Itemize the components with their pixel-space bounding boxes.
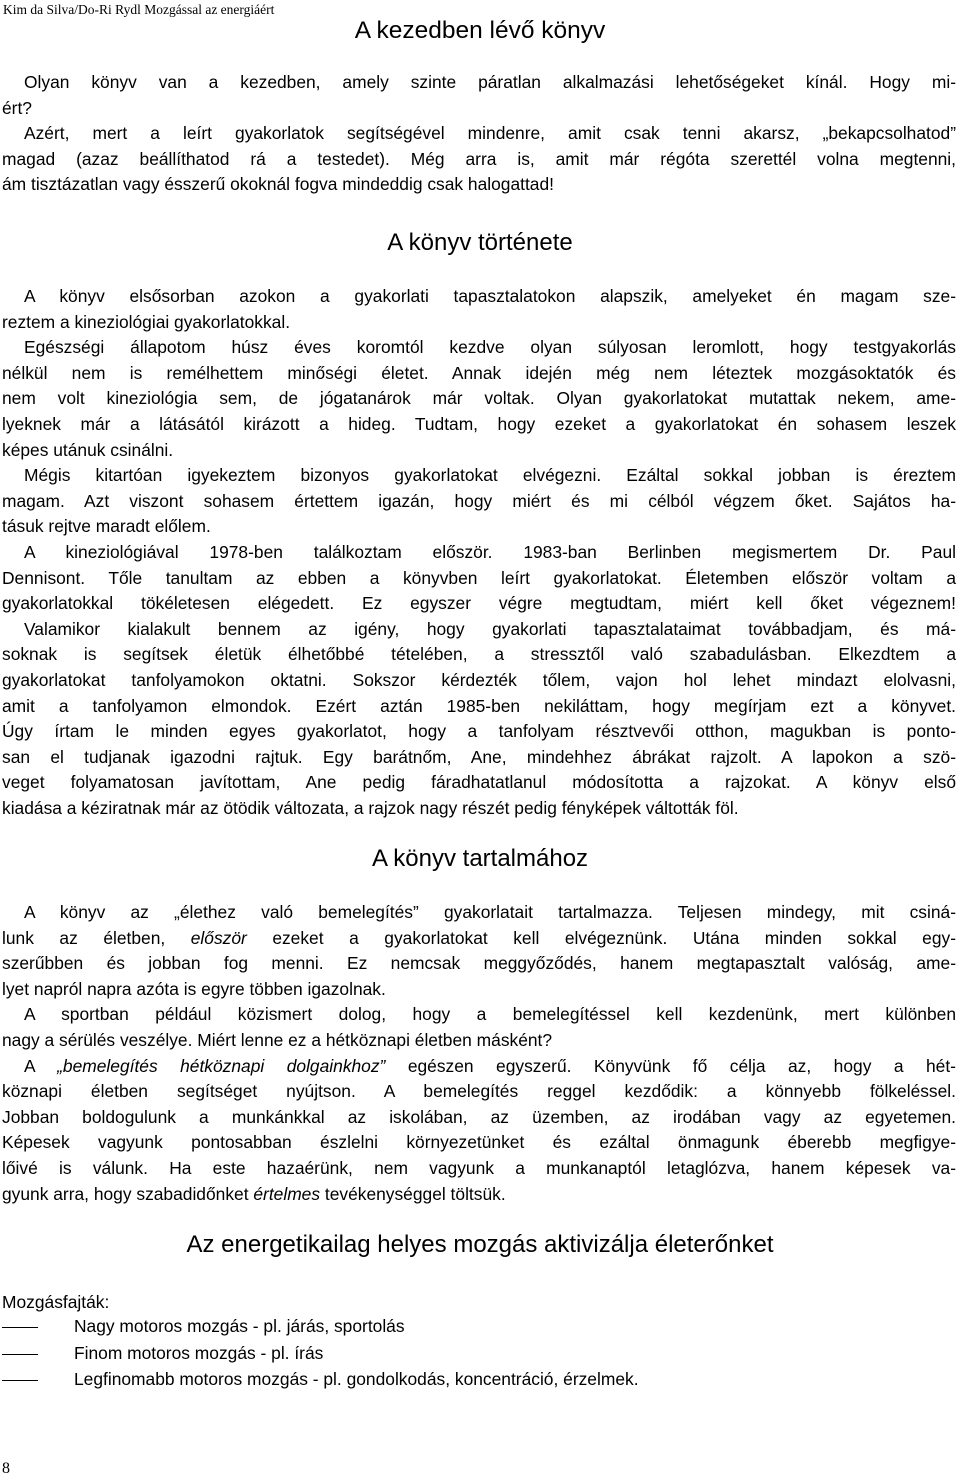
text-run: lunk az életben, xyxy=(2,927,191,948)
text-run: egészen egyszerű. Könyvünk fő célja az, hogy a hét- xyxy=(385,1055,956,1076)
text-line: Dennisont. Tőle tanultam az ebben a könyvben leírt gyakorlatokat. Életemben először voltam a xyxy=(2,567,956,588)
emphasis-run: „bemelegítés hétköznapi dolgainkhoz” xyxy=(57,1055,386,1076)
text-run: nagy a sérülés veszélye. Miért lenne ez a hétköznapi életben másként? xyxy=(2,1029,553,1050)
text-line: Olyan könyv van a kezedben, amely szinte páratlan alkalmazási lehetőségeket kínál. Hogy mi- xyxy=(24,72,956,92)
text-line xyxy=(2,951,956,977)
text-line xyxy=(2,926,956,952)
text-line: tásuk rejtve maradt előlem. xyxy=(2,516,211,537)
text-line: nélkül nem is remélhettem minőségi életet. Annak idején még nem léteztek mozgásoktatók és xyxy=(2,362,956,383)
text-line: lyeknek már a látásától kirázott a hideg. Tudtam, hogy ezeket a gyakorlatokat én sohasem leszek xyxy=(2,413,956,434)
page-number: 8 xyxy=(2,1460,10,1477)
text-line xyxy=(2,1002,956,1028)
text-line: Valamikor kialakult bennem az igény, hogy gyakorlati tapasztalataimat továbbadjam, és má- xyxy=(24,618,956,639)
list-item xyxy=(2,1367,956,1394)
text-run: Képesek vagyunk pontosabban észlelni környezetünket és ezáltal önmagunk éberebb megfigye- xyxy=(2,1132,956,1153)
list-item xyxy=(2,1341,956,1368)
list-label: Mozgásfajták: xyxy=(2,1292,110,1312)
list-item-text: Legfinomabb motoros mozgás - pl. gondolkodás, koncentráció, érzelmek. xyxy=(74,1369,639,1389)
section-tartalmahoz-text xyxy=(2,900,956,1207)
text-line: Úgy írtam le minden egyes gyakorlatot, hogy a tanfolyam résztvevői otthon, magukban is ponto- xyxy=(2,721,956,742)
list-item-text: Nagy motoros mozgás - pl. járás, sportolás xyxy=(74,1316,405,1336)
text-line xyxy=(2,1105,956,1131)
text-line xyxy=(2,1079,956,1105)
text-line xyxy=(2,900,956,926)
text-run: A könyv az „élethez való bemelegítés” gyakorlatait tartalmazza. Teljesen mindegy, mit csiná- xyxy=(24,902,956,922)
text-run: köznapi életben segítséget nyújtson. A bemelegítés reggel kezdődik: a könnyebb fölkeléssel. xyxy=(2,1081,956,1102)
text-line: A könyv elsősorban azokon a gyakorlati tapasztalatokon alapszik, amelyeket én magam sze- xyxy=(24,286,956,306)
text-run: szerűbben és jobban fog menni. Ez nemcsak meggyőződés, hanem megtapasztalt valóság, ame- xyxy=(2,953,956,974)
text-line xyxy=(2,1028,956,1054)
text-line: képes utánuk csinálni. xyxy=(2,439,174,460)
section-title-tartalmahoz: A könyv tartalmához xyxy=(371,845,589,872)
text-run: gyunk arra, hogy szabadidőnket xyxy=(2,1183,254,1204)
text-line: ám tisztázatlan vagy ésszerű okoknál fogva mindeddig csak halogattad! xyxy=(2,174,554,195)
text-line: ért? xyxy=(2,97,32,118)
text-run: A xyxy=(24,1055,58,1076)
dash-bullet-icon xyxy=(2,1327,38,1328)
text-line xyxy=(2,1182,956,1208)
section-title-energetikailag: Az energetikailag helyes mozgás aktivizálja életerőnket xyxy=(186,1231,774,1258)
text-line: magad (azaz beállíthatod rá a testedet). Még arra is, amit már régóta szerettél volna megtenni, xyxy=(2,148,956,169)
section-title-kezedben: A kezedben lévő könyv xyxy=(354,17,606,44)
text-line: reztem a kineziológiai gyakorlatokkal. xyxy=(2,311,291,332)
text-line: gyakorlatokkal tökéletesen elégedett. Ez egyszer végre megtudtam, miért kell őket végeznem! xyxy=(2,593,956,614)
list-item-text: Finom motoros mozgás - pl. írás xyxy=(74,1342,324,1363)
movement-types-list xyxy=(2,1314,956,1394)
section-kezedben-text xyxy=(2,70,956,198)
emphasis-run: először xyxy=(190,927,247,948)
emphasis-run: értelmes xyxy=(253,1183,321,1204)
text-run: A sportban például közismert dolog, hogy a bemelegítéssel kell kezdenünk, mert különben xyxy=(24,1004,956,1025)
text-run: lőivé is válunk. Ha este hazaérünk, nem vagyunk a munkanaptól letaglózva, hanem képesek va- xyxy=(2,1157,956,1178)
text-line: magam. Azt viszont sohasem értettem igazán, hogy miért és mi célból végzem őket. Sajátos ha- xyxy=(2,490,956,511)
text-line: Azért, mert a leírt gyakorlatok segítségével mindenre, amit csak tenni akarsz, „bekapcsolhatod” xyxy=(24,123,956,144)
text-line xyxy=(2,1054,956,1080)
text-line: amit a tanfolyamon elmondok. Ezért aztán 1985-ben nekiláttam, hogy megírjam ezt a könyvet. xyxy=(2,695,956,716)
text-line: san el tudjanak igazodni rajtuk. Egy barátnőm, Ane, mindehhez ábrákat rajzolt. A lapokon a szö- xyxy=(2,746,956,767)
text-line xyxy=(2,977,956,1003)
text-run: ezeket a gyakorlatokat kell elvégeznünk. Utána minden sokkal egy- xyxy=(246,927,956,948)
text-line: Egészségi állapotom húsz éves koromtól kezdve olyan súlyosan leromlott, hogy testgyakorlás xyxy=(24,337,956,358)
text-line: nem volt kineziológia sem, de jógatanárok már voltak. Olyan gyakorlatokat mutattak nekem, ame- xyxy=(2,388,956,409)
text-line: veget folyamatosan javítottam, Ane pedig fáradhatatlanul módosította a rajzokat. A könyv első xyxy=(2,772,956,793)
text-line: soknak is segítsek életük élhetőbbé tételében, a stressztől való szabadulásban. Elkezdtem a xyxy=(2,644,956,665)
dash-bullet-icon xyxy=(2,1380,38,1381)
running-header: Kim da Silva/Do-Ri Rydl Mozgással az energiáért xyxy=(3,2,275,17)
text-run: lyet napról napra azóta is egyre többen igazolnak. xyxy=(2,978,386,999)
dash-bullet-icon xyxy=(2,1354,38,1355)
text-line xyxy=(2,1156,956,1182)
text-line: kiadása a kéziratnak már az ötödik változata, a rajzok nagy részét pedig fényképek váltották föl. xyxy=(2,797,739,818)
text-line: Mégis kitartóan igyekeztem bizonyos gyakorlatokat elvégezni. Ezáltal sokkal jobban is éreztem xyxy=(24,465,956,486)
text-line xyxy=(2,1130,956,1156)
text-run: Jobban boldogulunk a munkánkkal az iskolában, az üzemben, az irodában vagy az egyetemen. xyxy=(2,1106,956,1127)
section-tortenete-text xyxy=(2,284,956,821)
section-title-tortenete: A könyv története xyxy=(387,229,573,256)
text-run: tevékenységgel töltsük. xyxy=(320,1183,506,1204)
text-line: A kineziológiával 1978-ben találkoztam először. 1983-ban Berlinben megismertem Dr. Paul xyxy=(24,541,956,562)
text-line: gyakorlatokat tanfolyamokon oktatni. Sokszor kérdezték tőlem, vajon hol lehet mindazt elolvasni, xyxy=(2,669,956,690)
list-item xyxy=(2,1314,956,1341)
